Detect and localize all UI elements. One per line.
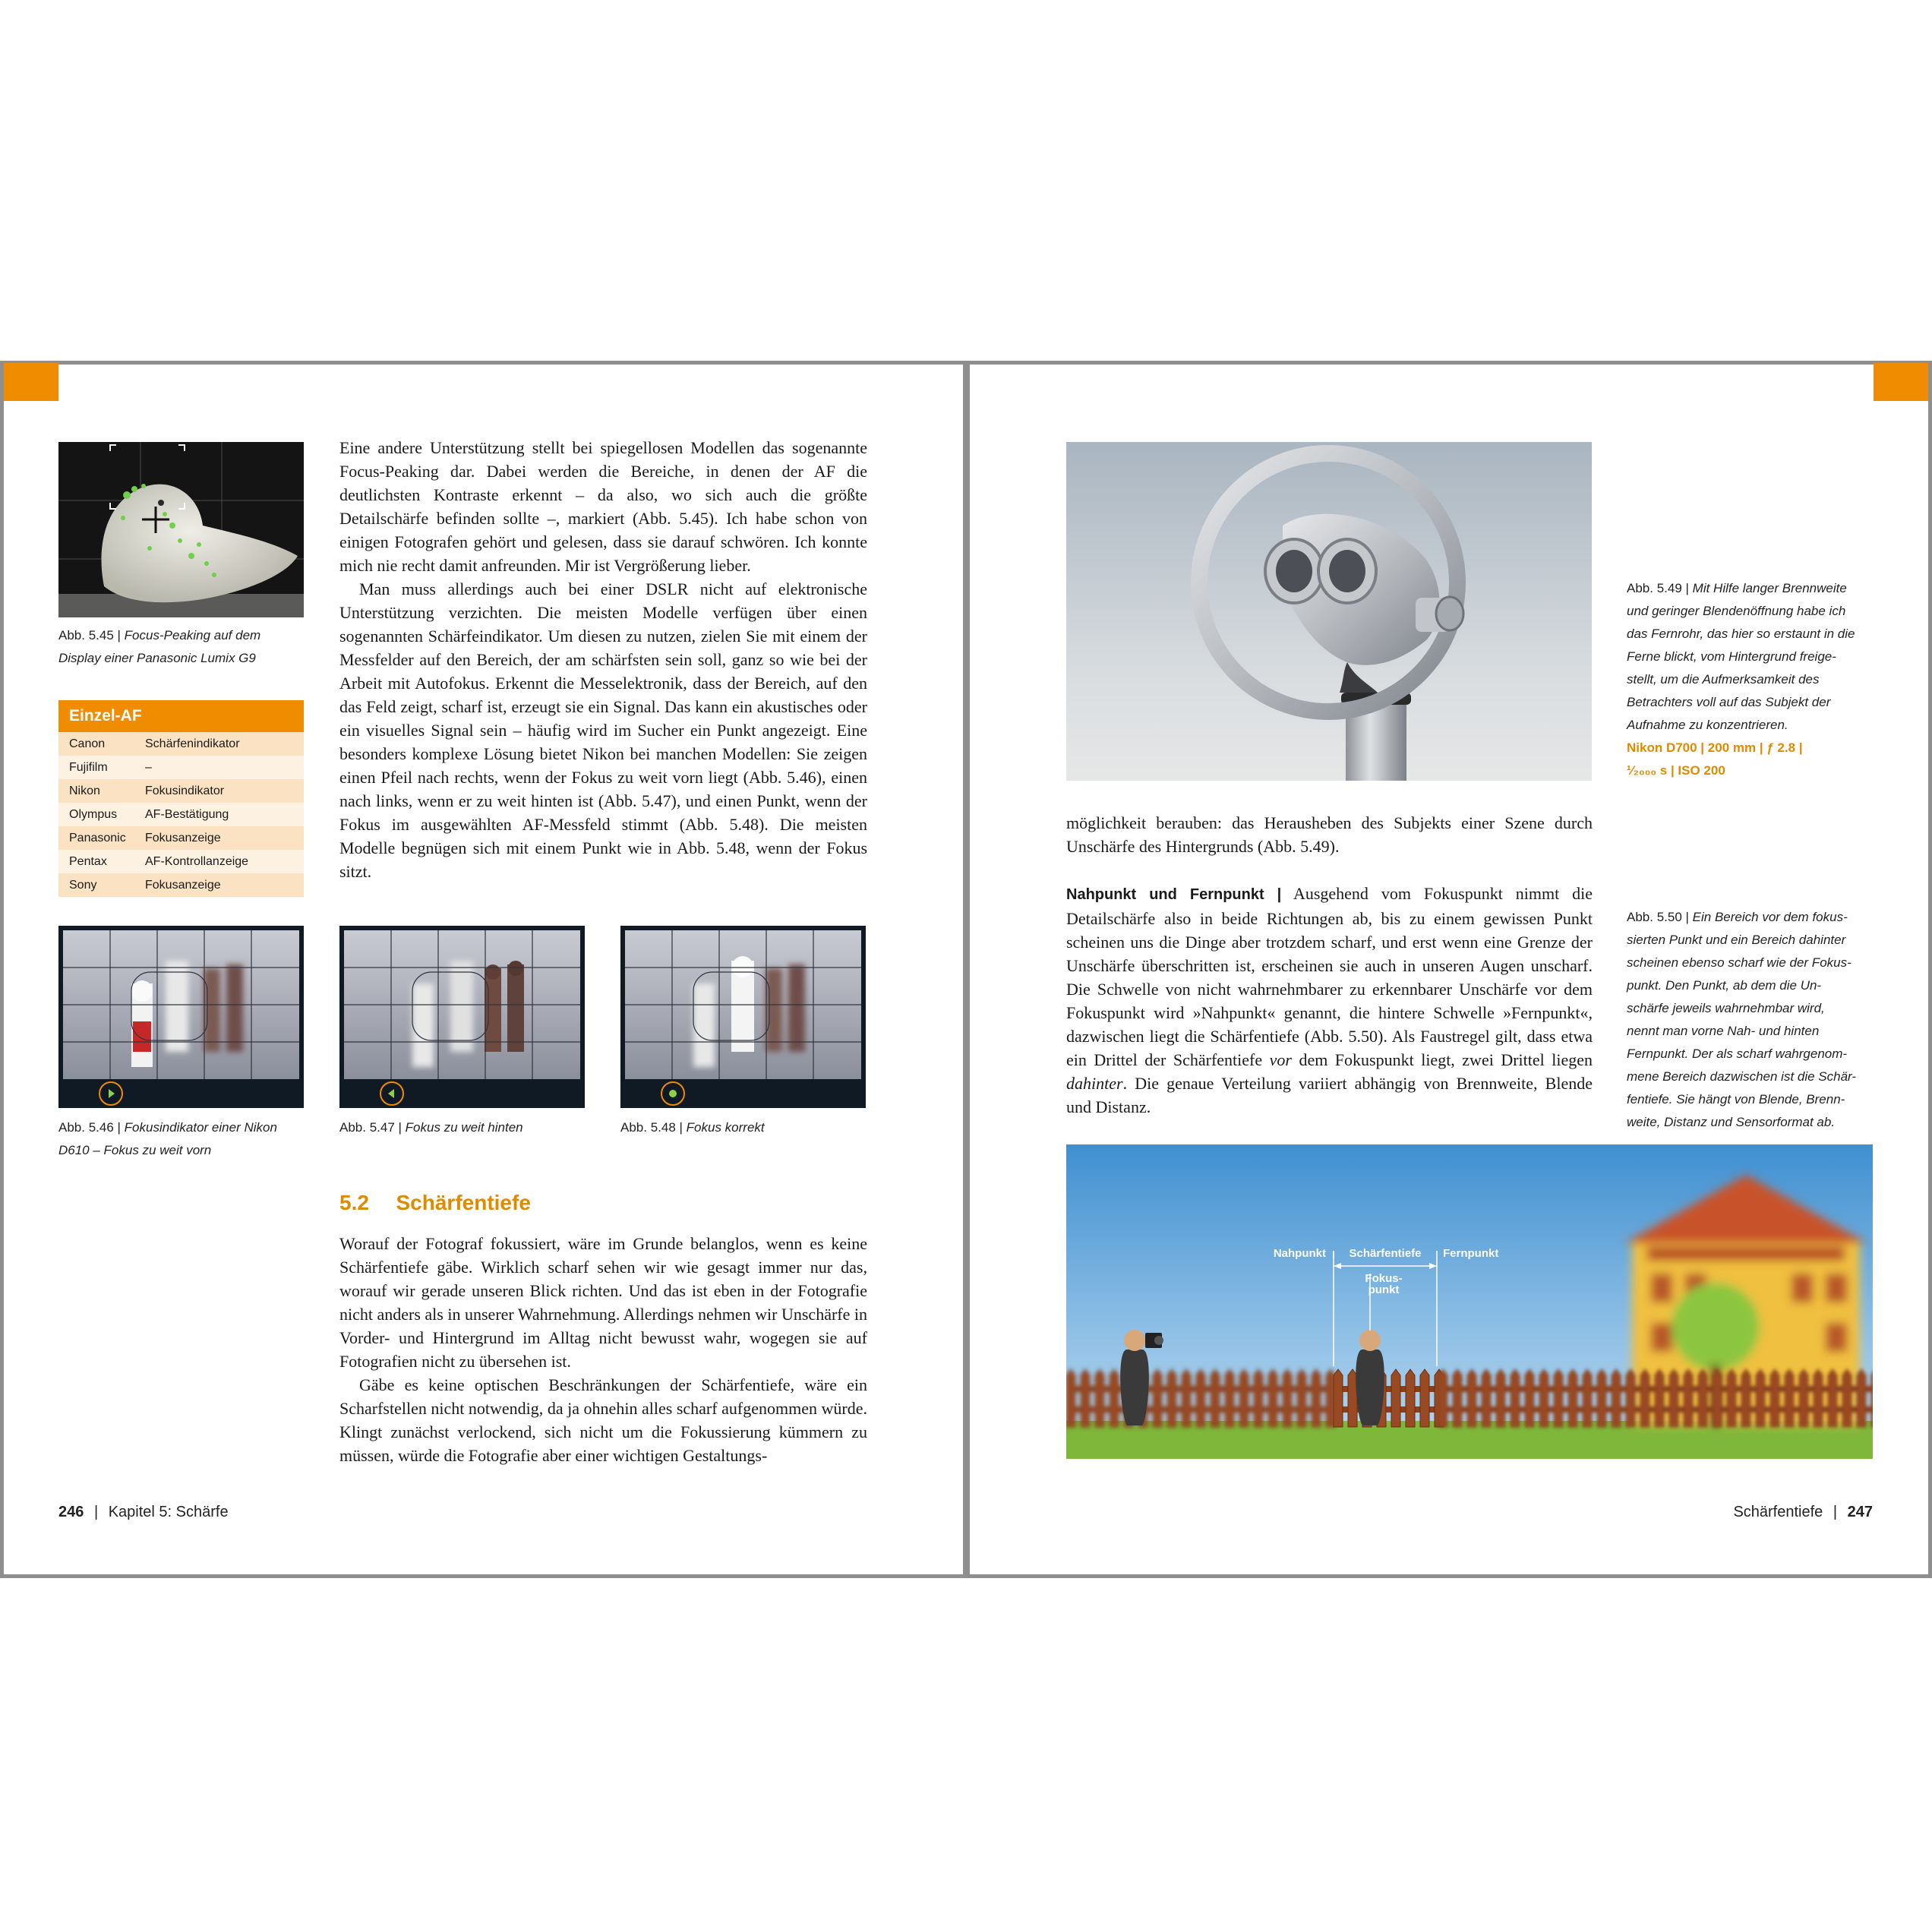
caption-line: mene Bereich dazwischen ist die Schär-: [1627, 1069, 1857, 1084]
body-paragraph: Worauf der Fotograf fokussiert, wäre im Grunde belanglos, wenn es keine Schärfentiefe gäbe. Wirklich scharf sehen wir wie gesagt immer nur das, worauf wir gerade unseren Blick richten. Und das ist eben in der Fotografie nicht anders als in unserer Wahrnehmung. Allerdings nehmen wir Unschärfe in Vorder- und Hintergrund im Alltag nicht bewusst wahr, wogegen sie auf Fotografien nicht zu übersehen ist.: [339, 1234, 867, 1371]
label-fokuspunkt-1: Fokus-: [1365, 1272, 1403, 1285]
left-chapter-tab: [4, 363, 58, 401]
section-number: 5.2: [339, 1191, 369, 1214]
right-folio: Schärfentiefe | 247: [1733, 1504, 1873, 1520]
viewfinder-photo-5-46: [58, 926, 304, 1108]
table-row: [58, 873, 304, 897]
table-cell-value: –: [145, 761, 152, 774]
table-row: [58, 779, 304, 803]
running-head: Schärfentiefe: [1733, 1504, 1823, 1520]
table-title: Einzel-AF: [58, 700, 304, 732]
caption-line: stellt, um die Aufmerksamkeit des: [1627, 672, 1820, 687]
table-cell-value: Schärfenindikator: [145, 737, 240, 750]
viewfinder-photo-5-48: [620, 926, 866, 1108]
left-body-text-bottom: [339, 1232, 867, 1467]
table-cell-brand: Nikon: [69, 784, 100, 797]
page-number: 247: [1847, 1504, 1873, 1520]
body-paragraph: Nahpunkt und Fernpunkt | Ausgehend vom Fokuspunkt nimmt die Detailschärfe also in beide Richtungen ab, bis zu einem gewissen Punkt scheinen uns die Dinge aber trotzdem scharf, und erst wenn eine Grenze der Unschärfe überschritten ist, erscheinen sie auch in unseren Augen unscharf. Die Schwelle von nicht wahrnehmbarer zu erkennbarer Unschärfe vor dem Fokuspunkt wird »Nahpunkt« genannt, die hintere Schwelle »Fernpunkt«, dazwischen liegt die Schärfentiefe (Abb. 5.50). Als Faustregel gilt, dass etwa ein Drittel der Schärfentiefe vor dem Fokuspunkt liegt, zwei Drittel liegen dahinter. Die genaue Verteilung variiert abhängig von Brennweite, Blende und Distanz.: [1066, 884, 1593, 1116]
caption-line: Betrachters voll auf das Subjekt der: [1627, 695, 1831, 709]
label-fokuspunkt-2: punkt: [1368, 1283, 1400, 1296]
table-cell-brand: Olympus: [69, 808, 118, 821]
run-in-head: Nahpunkt und Fernpunkt |: [1066, 886, 1282, 903]
caption-fig-5-47: Abb. 5.47 | Fokus zu weit hinten: [339, 1120, 523, 1135]
binocular-photo: [1066, 442, 1592, 781]
caption-fig-5-49: Abb. 5.49 | Mit Hilfe langer Brennweite und geringer Blendenöffnung habe ich das Fernrohr, das hier so erstaunt in die Ferne blickt, vom Hintergrund freige- stellt, um die Aufmerksamkeit des Betrachters voll auf das Subjekt der Aufnahme zu konzentrieren. Nikon D700 | 200 mm | ƒ 2.8 | ¹⁄₂₀₀₀ s | ISO 200: [1627, 577, 1870, 782]
caption-fig-5-48: Abb. 5.48 | Fokus korrekt: [620, 1120, 765, 1135]
table-cell-value: Fokusanzeige: [145, 832, 221, 844]
caption-line: Abb. 5.50 | Ein Bereich vor dem fokus-: [1627, 910, 1848, 924]
right-body-text: [1066, 811, 1593, 1119]
left-body-text-top: [339, 436, 867, 883]
caption-line: weite, Distanz und Sensorformat ab.: [1627, 1115, 1836, 1129]
caption-line: nennt man vorne Nah- und hinten: [1627, 1024, 1820, 1038]
body-paragraph: Gäbe es keine optischen Beschränkungen der Schärfentiefe, wäre ein Scharfstellen nicht notwendig, da ja ohnehin alles scharf aufgenommen würde. Klingt zunächst verlockend, sich nicht um die Fokussierung kümmern zu müssen, würde die Fotografie aber einer wichtigen Gestaltungs-: [339, 1375, 867, 1465]
viewfinder-photo-5-47: [339, 926, 585, 1108]
caption-line: punkt. Den Punkt, ab dem die Un-: [1627, 978, 1822, 993]
caption-line: Fernpunkt. Der als scharf wahrgenom-: [1627, 1046, 1848, 1061]
table-row: [58, 850, 304, 873]
table-cell-brand: Pentax: [69, 855, 107, 868]
focus-peaking-photo: [58, 442, 304, 617]
table-row: [58, 756, 304, 779]
table-cell-value: AF-Bestätigung: [145, 808, 229, 821]
table-cell-brand: Canon: [69, 737, 106, 750]
caption-line: Abb. 5.49 | Mit Hilfe langer Brennweite: [1627, 581, 1847, 595]
caption-line: scheinen ebenso scharf wie der Fokus-: [1627, 955, 1852, 970]
table-cell-value: Fokusindikator: [145, 784, 225, 797]
label-fernpunkt: Fernpunkt: [1443, 1247, 1499, 1260]
section-title: Schärfentiefe: [396, 1191, 531, 1214]
caption-line: fentiefe. Sie hängt von Blende, Brenn-: [1627, 1092, 1845, 1106]
caption-fig-5-50: [1627, 906, 1877, 1134]
section-heading: [339, 1191, 531, 1215]
page-number: 246: [58, 1504, 84, 1520]
body-paragraph: Man muss allerdings auch bei einer DSLR nicht auf elektronische Unterstützung verzichten. Die meisten Modelle verfügen über einen sogenannten Schärfeindikator. Um diesen zu nutzen, zielen Sie mit einem der Messfelder auf den Bereich, der am schärfsten sein soll, ganz so wie bei der Arbeit mit Autofokus. Erkennt die Messelektronik, dass der Bereich, auf den das Feld zeigt, scharf ist, erzeugt sie ein Signal. Das kann ein akustisches oder ein visuelles Signal sein – häufig wird im Sucher ein Punkt angezeigt. Eine besonders komplexe Lösung bietet Nikon bei manchen Modellen: Sie zeigen einen Pfeil nach rechts, wenn der Fokus zu weit vorn liegt (Abb. 5.46), einen nach links, wenn er zu weit hinten ist (Abb. 5.47), und einen Punkt, wenn der Fokus im ausgewählten AF-Messfeld stimmt (Abb. 5.48). Die meisten Modelle begnügen sich mit einem Punkt wie in Abb. 5.48, wenn der Fokus sitzt.: [339, 579, 867, 881]
caption-line: das Fernrohr, das hier so erstaunt in die: [1627, 627, 1855, 641]
label-nahpunkt: Nahpunkt: [1273, 1247, 1326, 1260]
right-chapter-tab: [1874, 363, 1928, 401]
table-cell-brand: Fujifilm: [69, 761, 108, 774]
label-schaerfentiefe: Schärfentiefe: [1349, 1247, 1422, 1260]
table-cell-brand: Sony: [69, 879, 97, 892]
caption-line: schärfe jeweils wahrnehmbar wird,: [1627, 1001, 1825, 1015]
caption-fig-5-46: Abb. 5.46 | Fokusindikator einer Nikon D610 – Fokus zu weit vorn: [58, 1120, 277, 1157]
body-paragraph: Eine andere Unterstützung stellt bei spiegellosen Modellen das sogenannte Focus-Peaking dar. Dabei werden die Bereiche, in denen der AF die deutlichsten Kontraste erkennt – da also, wo sich auch die größte Detailschärfe befinden sollte –, markiert (Abb. 5.45). Ich habe schon von einigen Fotografen gehört und gelesen, dass sie darauf schwören. Ich konnte mich nie recht damit anfreunden. Mir ist Vergrößerung lieber.: [339, 438, 867, 575]
einzel-af-table: [58, 700, 304, 897]
body-paragraph: möglichkeit berauben: das Herausheben des Subjekts einer Szene durch Unschärfe des Hintergrunds (Abb. 5.49).: [1066, 813, 1593, 856]
table-row: [58, 826, 304, 850]
table-cell-brand: Panasonic: [69, 832, 126, 844]
left-folio: 246 | Kapitel 5: Schärfe: [58, 1504, 229, 1520]
table-row: [58, 803, 304, 826]
caption-line: Aufnahme zu konzentrieren.: [1627, 718, 1788, 732]
table-cell-value: AF-Kontrollanzeige: [145, 855, 249, 868]
caption-line: und geringer Blendenöffnung habe ich: [1627, 604, 1846, 618]
table-row: [58, 732, 304, 756]
caption-line: sierten Punkt und ein Bereich dahinter: [1627, 933, 1846, 947]
running-head: Kapitel 5: Schärfe: [108, 1504, 229, 1520]
caption-line: Ferne blickt, vom Hintergrund freige-: [1627, 649, 1836, 664]
depth-of-field-diagram: [1066, 1144, 1873, 1459]
table-cell-value: Fokusanzeige: [145, 879, 221, 892]
caption-fig-5-45: Abb. 5.45 | Focus-Peaking auf dem Display einer Panasonic Lumix G9: [58, 628, 261, 665]
